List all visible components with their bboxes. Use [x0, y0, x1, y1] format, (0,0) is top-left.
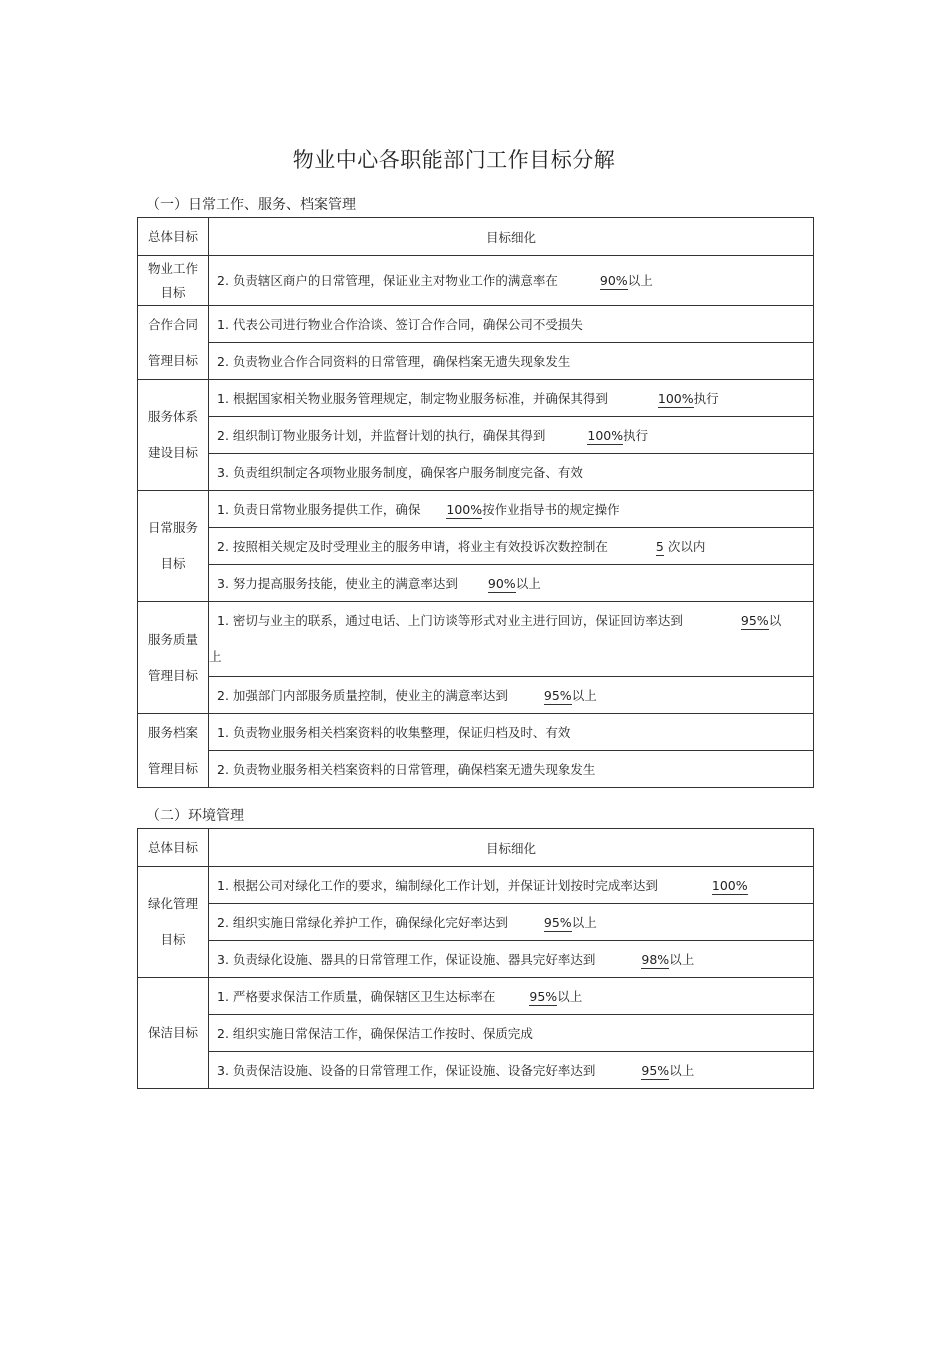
- target-value: 95%: [543, 914, 572, 930]
- table-row: [138, 417, 814, 454]
- header-detail: 目标细化: [209, 218, 814, 256]
- section-heading-daily: （一）日常工作、服务、档案管理: [146, 197, 356, 213]
- table-row: [138, 751, 814, 788]
- table-row: [138, 343, 814, 380]
- table-row: [138, 677, 814, 714]
- target-value: 95%: [529, 988, 558, 1004]
- table-row: [138, 602, 814, 677]
- table-header-row: [138, 829, 814, 867]
- table-row: [138, 1052, 814, 1089]
- detail-cell: 1. 根据国家相关物业服务管理规定，制定物业服务标准，并确保其得到 100%执行: [209, 380, 814, 417]
- target-value: 95%: [641, 1062, 670, 1078]
- header-detail: 目标细化: [209, 829, 814, 867]
- detail-cell: 2. 按照相关规定及时受理业主的服务申请，将业主有效投诉次数控制在 5 次以内: [209, 528, 814, 565]
- table-row: [138, 1015, 814, 1052]
- detail-cell: 3. 负责组织制定各项物业服务制度，确保客户服务制度完备、有效: [209, 454, 814, 491]
- detail-cell: 3. 负责绿化设施、器具的日常管理工作，保证设施、器具完好率达到 98%以上: [209, 941, 814, 978]
- table-row: [138, 528, 814, 565]
- detail-cell: 2. 负责物业合作合同资料的日常管理，确保档案无遗失现象发生: [209, 343, 814, 380]
- target-value: 100%: [657, 390, 694, 406]
- target-value: 100%: [711, 877, 748, 893]
- table-row: [138, 565, 814, 602]
- category-cell: 服务档案 管理目标: [138, 714, 209, 788]
- target-value: 98%: [641, 951, 670, 967]
- detail-cell: 1. 严格要求保洁工作质量，确保辖区卫生达标率在 95%以上: [209, 978, 814, 1015]
- detail-cell: 1. 代表公司进行物业合作洽谈、签订合作合同，确保公司不受损失: [209, 306, 814, 343]
- category-cell: 绿化管理 目标: [138, 867, 209, 978]
- detail-cell: 1. 根据公司对绿化工作的要求，编制绿化工作计划，并保证计划按时完成率达到 100%: [209, 867, 814, 904]
- target-value: 100%: [446, 501, 483, 517]
- detail-cell: 3. 负责保洁设施、设备的日常管理工作，保证设施、设备完好率达到 95%以上: [209, 1052, 814, 1089]
- detail-cell: 2. 组织实施日常保洁工作，确保保洁工作按时、保质完成: [209, 1015, 814, 1052]
- detail-cell: 2. 组织制订物业服务计划，并监督计划的执行，确保其得到 100%执行: [209, 417, 814, 454]
- category-cell: 保洁目标: [138, 978, 209, 1089]
- category-cell: 物业工作 目标: [138, 256, 209, 306]
- table-row: [138, 491, 814, 528]
- target-value: 95%: [740, 613, 769, 628]
- category-cell: 日常服务 目标: [138, 491, 209, 602]
- target-value: 90%: [487, 575, 516, 591]
- category-cell: 合作合同 管理目标: [138, 306, 209, 380]
- detail-cell: 1. 负责物业服务相关档案资料的收集整理，保证归档及时、有效: [209, 714, 814, 751]
- table-row: [138, 256, 814, 306]
- goals-table-environment: [137, 828, 814, 1089]
- table-row: [138, 978, 814, 1015]
- detail-cell: 2. 负责物业服务相关档案资料的日常管理，确保档案无遗失现象发生: [209, 751, 814, 788]
- category-cell: 服务体系 建设目标: [138, 380, 209, 491]
- detail-cell: 1. 密切与业主的联系，通过电话、上门访谈等形式对业主进行回访，保证回访率达到 95%以 上: [209, 602, 814, 677]
- header-category: 总体目标: [138, 218, 209, 256]
- table-row: [138, 904, 814, 941]
- category-cell: 服务质量 管理目标: [138, 602, 209, 714]
- table-row: [138, 454, 814, 491]
- goals-table-daily: [137, 217, 814, 788]
- table-row: [138, 380, 814, 417]
- table-row: [138, 306, 814, 343]
- table-row: [138, 941, 814, 978]
- table-row: [138, 867, 814, 904]
- target-value: 100%: [587, 427, 624, 443]
- detail-cell: 2. 加强部门内部服务质量控制，使业主的满意率达到 95%以上: [209, 677, 814, 714]
- detail-cell: 3. 努力提高服务技能，使业主的满意率达到 90%以上: [209, 565, 814, 602]
- detail-cell: 2. 组织实施日常绿化养护工作，确保绿化完好率达到 95%以上: [209, 904, 814, 941]
- table-row: [138, 714, 814, 751]
- detail-cell: 2. 负责辖区商户的日常管理，保证业主对物业工作的满意率在 90%以上: [209, 256, 814, 306]
- table-header-row: [138, 218, 814, 256]
- header-category: 总体目标: [138, 829, 209, 867]
- detail-cell: 1. 负责日常物业服务提供工作，确保 100%按作业指导书的规定操作: [209, 491, 814, 528]
- target-value: 95%: [543, 687, 572, 703]
- target-value: 5: [655, 538, 664, 554]
- section-heading-environment: （二）环境管理: [146, 808, 244, 824]
- page-title: 物业中心各职能部门工作目标分解: [292, 148, 616, 172]
- target-value: 90%: [599, 273, 628, 288]
